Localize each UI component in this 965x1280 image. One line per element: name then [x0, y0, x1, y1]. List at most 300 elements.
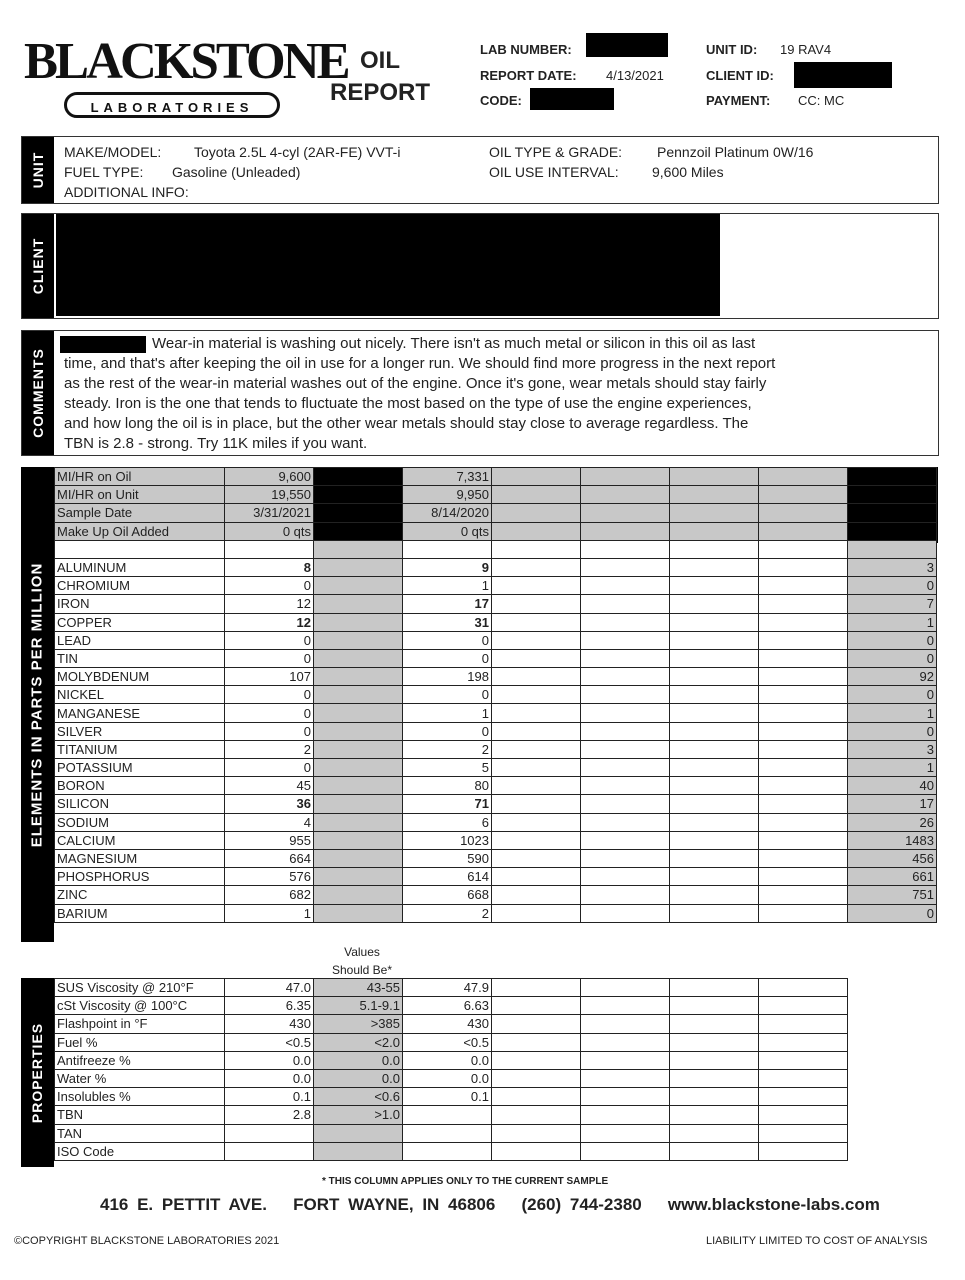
values-should-be-label	[326, 943, 398, 979]
table-cell	[492, 813, 581, 831]
table-cell	[492, 1069, 581, 1087]
table-cell	[759, 686, 848, 704]
property-current: 0.1	[225, 1088, 314, 1106]
table-cell	[581, 868, 670, 886]
table-cell	[759, 722, 848, 740]
table-cell	[581, 740, 670, 758]
element-universal: 17	[848, 795, 937, 813]
element-row	[55, 777, 937, 795]
info-row	[55, 504, 937, 522]
element-previous: 0	[403, 686, 492, 704]
table-cell	[759, 979, 848, 997]
table-cell	[581, 904, 670, 922]
client-id-redacted	[794, 62, 892, 88]
universal-cell	[848, 522, 937, 540]
table-cell	[759, 1015, 848, 1033]
property-previous: 0.0	[403, 1069, 492, 1087]
title-line2: REPORT	[330, 79, 431, 106]
logo-name: BLACKSTONE	[24, 33, 348, 90]
table-cell	[759, 904, 848, 922]
table-cell	[759, 631, 848, 649]
table-cell	[581, 997, 670, 1015]
table-cell	[759, 486, 848, 504]
table-cell	[670, 997, 759, 1015]
universal-cell	[848, 504, 937, 522]
property-row	[55, 997, 848, 1015]
element-previous: 2	[403, 740, 492, 758]
property-previous: 6.63	[403, 997, 492, 1015]
element-row	[55, 631, 937, 649]
element-universal: 0	[848, 686, 937, 704]
table-cell	[581, 577, 670, 595]
info-previous: 8/14/2020	[403, 504, 492, 522]
universal-cell	[848, 468, 937, 486]
table-cell	[759, 504, 848, 522]
unit-id-label: UNIT ID:	[706, 42, 758, 57]
table-cell	[581, 1088, 670, 1106]
element-row	[55, 649, 937, 667]
lab-number-redacted	[586, 33, 668, 57]
element-row	[55, 795, 937, 813]
table-cell	[581, 886, 670, 904]
oil-type-value: Pennzoil Platinum 0W/16	[657, 144, 814, 160]
table-cell	[670, 540, 759, 558]
element-universal: 26	[848, 813, 937, 831]
table-cell	[759, 997, 848, 1015]
element-name: SILVER	[55, 722, 225, 740]
table-cell	[759, 1051, 848, 1069]
table-cell	[581, 540, 670, 558]
element-previous: 0	[403, 722, 492, 740]
element-row	[55, 558, 937, 576]
table-cell	[492, 1142, 581, 1160]
unit-sidebar	[22, 137, 54, 203]
unit-avg-cell	[314, 668, 403, 686]
property-name: TAN	[55, 1124, 225, 1142]
additional-label: ADDITIONAL INFO:	[64, 184, 189, 200]
element-universal: 40	[848, 777, 937, 795]
table-cell	[492, 522, 581, 540]
element-row	[55, 577, 937, 595]
property-previous: 47.9	[403, 979, 492, 997]
info-row	[55, 522, 937, 540]
table-cell	[492, 468, 581, 486]
table-cell	[492, 831, 581, 849]
table-cell	[55, 540, 225, 558]
element-row	[55, 613, 937, 631]
element-current: 1	[225, 904, 314, 922]
comments-side-label: COMMENTS	[30, 348, 46, 438]
element-name: TITANIUM	[55, 740, 225, 758]
table-cell	[759, 795, 848, 813]
element-row	[55, 849, 937, 867]
unit-avg-cell	[314, 486, 403, 504]
element-current: 36	[225, 795, 314, 813]
element-universal: 7	[848, 595, 937, 613]
table-cell	[759, 540, 848, 558]
table-cell	[492, 886, 581, 904]
info-label: MI/HR on Unit	[55, 486, 225, 504]
unit-avg-cell	[314, 849, 403, 867]
blackstone-logo	[22, 30, 348, 130]
property-row	[55, 1051, 848, 1069]
element-row	[55, 813, 937, 831]
property-previous	[403, 1142, 492, 1160]
comment-line-1: Wear-in material is washing out nicely. There isn't as much metal or silicon in this oil as last	[152, 335, 756, 352]
unit-avg-cell	[314, 886, 403, 904]
properties-side-label: PROPERTIES	[29, 1022, 45, 1123]
client-side-label: CLIENT	[30, 237, 46, 295]
unit-avg-cell	[314, 649, 403, 667]
table-cell	[670, 759, 759, 777]
fuel-value: Gasoline (Unleaded)	[172, 164, 301, 180]
table-cell	[670, 1069, 759, 1087]
element-universal: 1	[848, 613, 937, 631]
table-cell	[492, 795, 581, 813]
report-date: 4/13/2021	[606, 68, 664, 83]
table-cell	[492, 613, 581, 631]
property-name: Water %	[55, 1069, 225, 1087]
table-cell	[670, 504, 759, 522]
table-cell	[492, 759, 581, 777]
element-universal: 0	[848, 631, 937, 649]
table-cell	[670, 886, 759, 904]
property-previous: 0.1	[403, 1088, 492, 1106]
table-cell	[492, 540, 581, 558]
element-previous: 614	[403, 868, 492, 886]
element-name: MANGANESE	[55, 704, 225, 722]
table-cell	[670, 1088, 759, 1106]
info-current: 0 qts	[225, 522, 314, 540]
property-should-be: >385	[314, 1015, 403, 1033]
property-name: cSt Viscosity @ 100°C	[55, 997, 225, 1015]
element-previous: 668	[403, 886, 492, 904]
element-current: 0	[225, 704, 314, 722]
table-cell	[670, 522, 759, 540]
values-label-1: Values	[344, 945, 380, 959]
logo-sub: LABORATORIES	[64, 92, 280, 118]
report-date-label: REPORT DATE:	[480, 68, 577, 83]
property-name: SUS Viscosity @ 210°F	[55, 979, 225, 997]
comment-line-5: and how long the oil is in place, but the other wear metals should stay close to average regardless. The	[64, 415, 749, 432]
info-current: 9,600	[225, 468, 314, 486]
element-previous: 17	[403, 595, 492, 613]
property-current: 0.0	[225, 1051, 314, 1069]
element-row	[55, 868, 937, 886]
table-cell	[670, 795, 759, 813]
table-cell	[492, 668, 581, 686]
property-should-be	[314, 1142, 403, 1160]
element-universal: 456	[848, 849, 937, 867]
liability: LIABILITY LIMITED TO COST OF ANALYSIS	[706, 1235, 928, 1247]
element-current: 0	[225, 759, 314, 777]
table-cell	[492, 740, 581, 758]
element-current: 0	[225, 649, 314, 667]
unit-avg-cell	[314, 777, 403, 795]
property-row	[55, 1033, 848, 1051]
unit-avg-cell	[314, 468, 403, 486]
table-cell	[581, 631, 670, 649]
table-cell	[581, 1051, 670, 1069]
footer-note: * THIS COLUMN APPLIES ONLY TO THE CURRENT SAMPLE	[322, 1176, 609, 1187]
table-cell	[581, 1069, 670, 1087]
table-cell	[581, 1142, 670, 1160]
element-current: 107	[225, 668, 314, 686]
comment-line-4: steady. Iron is the one that tends to fluctuate the most based on the type of use the engine experiences,	[64, 395, 752, 412]
element-current: 8	[225, 558, 314, 576]
table-cell	[759, 468, 848, 486]
element-row	[55, 886, 937, 904]
table-cell	[759, 1106, 848, 1124]
property-current: 47.0	[225, 979, 314, 997]
element-name: BARIUM	[55, 904, 225, 922]
comments-text	[64, 334, 934, 454]
property-current	[225, 1142, 314, 1160]
element-row	[55, 740, 937, 758]
element-name: COPPER	[55, 613, 225, 631]
element-previous: 1	[403, 577, 492, 595]
table-cell	[492, 868, 581, 886]
element-current: 576	[225, 868, 314, 886]
interval-value: 9,600 Miles	[652, 164, 724, 180]
payment: CC: MC	[798, 93, 845, 108]
unit-avg-cell	[314, 904, 403, 922]
property-row	[55, 1015, 848, 1033]
universal-cell	[848, 486, 937, 504]
property-row	[55, 979, 848, 997]
table-cell	[670, 649, 759, 667]
unit-avg-cell	[314, 558, 403, 576]
table-cell	[492, 704, 581, 722]
element-current: 2	[225, 740, 314, 758]
table-cell	[670, 740, 759, 758]
table-cell	[670, 1015, 759, 1033]
table-cell	[581, 849, 670, 867]
property-name: Antifreeze %	[55, 1051, 225, 1069]
table-cell	[581, 1124, 670, 1142]
element-current: 664	[225, 849, 314, 867]
table-cell	[492, 1088, 581, 1106]
property-current: 430	[225, 1015, 314, 1033]
code-label: CODE:	[480, 93, 522, 108]
element-current: 0	[225, 722, 314, 740]
report-title	[330, 45, 430, 109]
unit-section	[21, 136, 939, 204]
table-cell	[670, 631, 759, 649]
property-should-be: <2.0	[314, 1033, 403, 1051]
table-cell	[581, 813, 670, 831]
property-previous	[403, 1106, 492, 1124]
table-cell	[581, 831, 670, 849]
property-row	[55, 1106, 848, 1124]
element-universal: 0	[848, 577, 937, 595]
property-should-be: 43-55	[314, 979, 403, 997]
unit-avg-cell	[314, 740, 403, 758]
table-cell	[759, 831, 848, 849]
property-should-be: >1.0	[314, 1106, 403, 1124]
unit-side-label: UNIT	[30, 151, 46, 189]
element-row	[55, 722, 937, 740]
property-previous: 430	[403, 1015, 492, 1033]
table-cell	[670, 1142, 759, 1160]
table-cell	[492, 722, 581, 740]
property-current: 2.8	[225, 1106, 314, 1124]
property-should-be: 5.1-9.1	[314, 997, 403, 1015]
title-line1: OIL	[360, 47, 400, 74]
table-cell	[581, 1015, 670, 1033]
code-redacted	[530, 88, 614, 110]
element-current: 0	[225, 577, 314, 595]
property-should-be: 0.0	[314, 1069, 403, 1087]
element-row	[55, 759, 937, 777]
table-cell	[581, 722, 670, 740]
element-row	[55, 595, 937, 613]
table-cell	[759, 668, 848, 686]
table-cell	[581, 1033, 670, 1051]
copyright: ©COPYRIGHT BLACKSTONE LABORATORIES 2021	[14, 1235, 280, 1247]
table-cell	[759, 1069, 848, 1087]
element-row	[55, 668, 937, 686]
lab-number-label: LAB NUMBER:	[480, 42, 572, 57]
client-section	[21, 213, 939, 319]
table-cell	[581, 668, 670, 686]
table-cell	[492, 777, 581, 795]
element-name: ZINC	[55, 886, 225, 904]
comments-sidebar	[22, 331, 54, 455]
table-cell	[759, 577, 848, 595]
table-cell	[670, 979, 759, 997]
table-cell	[670, 486, 759, 504]
table-cell	[759, 1142, 848, 1160]
element-previous: 31	[403, 613, 492, 631]
element-name: ALUMINUM	[55, 558, 225, 576]
client-sidebar	[22, 214, 54, 318]
unit-avg-cell	[314, 831, 403, 849]
info-current: 3/31/2021	[225, 504, 314, 522]
element-universal: 92	[848, 668, 937, 686]
property-previous: 0.0	[403, 1051, 492, 1069]
element-current: 0	[225, 686, 314, 704]
table-cell	[759, 558, 848, 576]
table-cell	[670, 468, 759, 486]
element-universal: 661	[848, 868, 937, 886]
property-name: TBN	[55, 1106, 225, 1124]
element-universal: 1483	[848, 831, 937, 849]
element-previous: 0	[403, 649, 492, 667]
table-cell	[759, 595, 848, 613]
table-cell	[581, 486, 670, 504]
info-row	[55, 486, 937, 504]
spacer-row	[55, 540, 937, 558]
unit-avg-cell	[314, 722, 403, 740]
unit-avg-cell	[314, 868, 403, 886]
table-cell	[759, 740, 848, 758]
table-cell	[492, 1051, 581, 1069]
element-previous: 0	[403, 631, 492, 649]
table-cell	[670, 1051, 759, 1069]
table-cell	[670, 595, 759, 613]
element-row	[55, 686, 937, 704]
oil-type-label: OIL TYPE & GRADE:	[489, 144, 623, 160]
footer-address: 416 E. PETTIT AVE. FORT WAYNE, IN 46806 (260) 744-2380 www.blackstone-labs.com	[100, 1195, 880, 1214]
property-should-be: <0.6	[314, 1088, 403, 1106]
table-cell	[492, 558, 581, 576]
table-cell	[759, 613, 848, 631]
table-cell	[759, 849, 848, 867]
table-cell	[581, 468, 670, 486]
table-cell	[670, 868, 759, 886]
element-universal: 0	[848, 649, 937, 667]
unit-avg-cell	[314, 577, 403, 595]
make-label: MAKE/MODEL:	[64, 144, 162, 160]
table-cell	[670, 777, 759, 795]
info-previous: 0 qts	[403, 522, 492, 540]
unit-avg-cell	[314, 522, 403, 540]
fuel-label: FUEL TYPE:	[64, 164, 144, 180]
table-cell	[670, 831, 759, 849]
element-previous: 198	[403, 668, 492, 686]
table-cell	[492, 997, 581, 1015]
table-cell	[492, 486, 581, 504]
table-cell	[492, 504, 581, 522]
element-previous: 590	[403, 849, 492, 867]
table-cell	[581, 522, 670, 540]
info-current: 19,550	[225, 486, 314, 504]
info-row	[55, 468, 937, 486]
table-cell	[759, 1088, 848, 1106]
payment-label: PAYMENT:	[706, 93, 771, 108]
table-cell	[670, 904, 759, 922]
property-row	[55, 1124, 848, 1142]
property-previous	[403, 1124, 492, 1142]
element-name: CALCIUM	[55, 831, 225, 849]
property-row	[55, 1142, 848, 1160]
property-row	[55, 1088, 848, 1106]
element-universal: 3	[848, 558, 937, 576]
element-previous: 5	[403, 759, 492, 777]
element-universal: 0	[848, 722, 937, 740]
element-name: POTASSIUM	[55, 759, 225, 777]
element-name: MOLYBDENUM	[55, 668, 225, 686]
properties-table	[54, 978, 848, 1161]
table-cell	[759, 813, 848, 831]
table-cell	[670, 704, 759, 722]
element-current: 682	[225, 886, 314, 904]
table-cell	[759, 522, 848, 540]
table-cell	[581, 1106, 670, 1124]
table-cell	[492, 1106, 581, 1124]
client-info-redacted	[56, 214, 720, 316]
element-row	[55, 904, 937, 922]
element-row	[55, 831, 937, 849]
element-current: 4	[225, 813, 314, 831]
table-cell	[670, 686, 759, 704]
table-cell	[492, 577, 581, 595]
element-previous: 6	[403, 813, 492, 831]
table-cell	[670, 849, 759, 867]
table-cell	[670, 722, 759, 740]
comments-section	[21, 330, 939, 456]
element-current: 12	[225, 613, 314, 631]
table-cell	[670, 1033, 759, 1051]
make-value: Toyota 2.5L 4-cyl (2AR-FE) VVT-i	[194, 144, 401, 160]
table-cell	[492, 595, 581, 613]
element-current: 955	[225, 831, 314, 849]
element-previous: 71	[403, 795, 492, 813]
unit-avg-cell	[314, 631, 403, 649]
element-previous: 9	[403, 558, 492, 576]
element-universal: 0	[848, 904, 937, 922]
